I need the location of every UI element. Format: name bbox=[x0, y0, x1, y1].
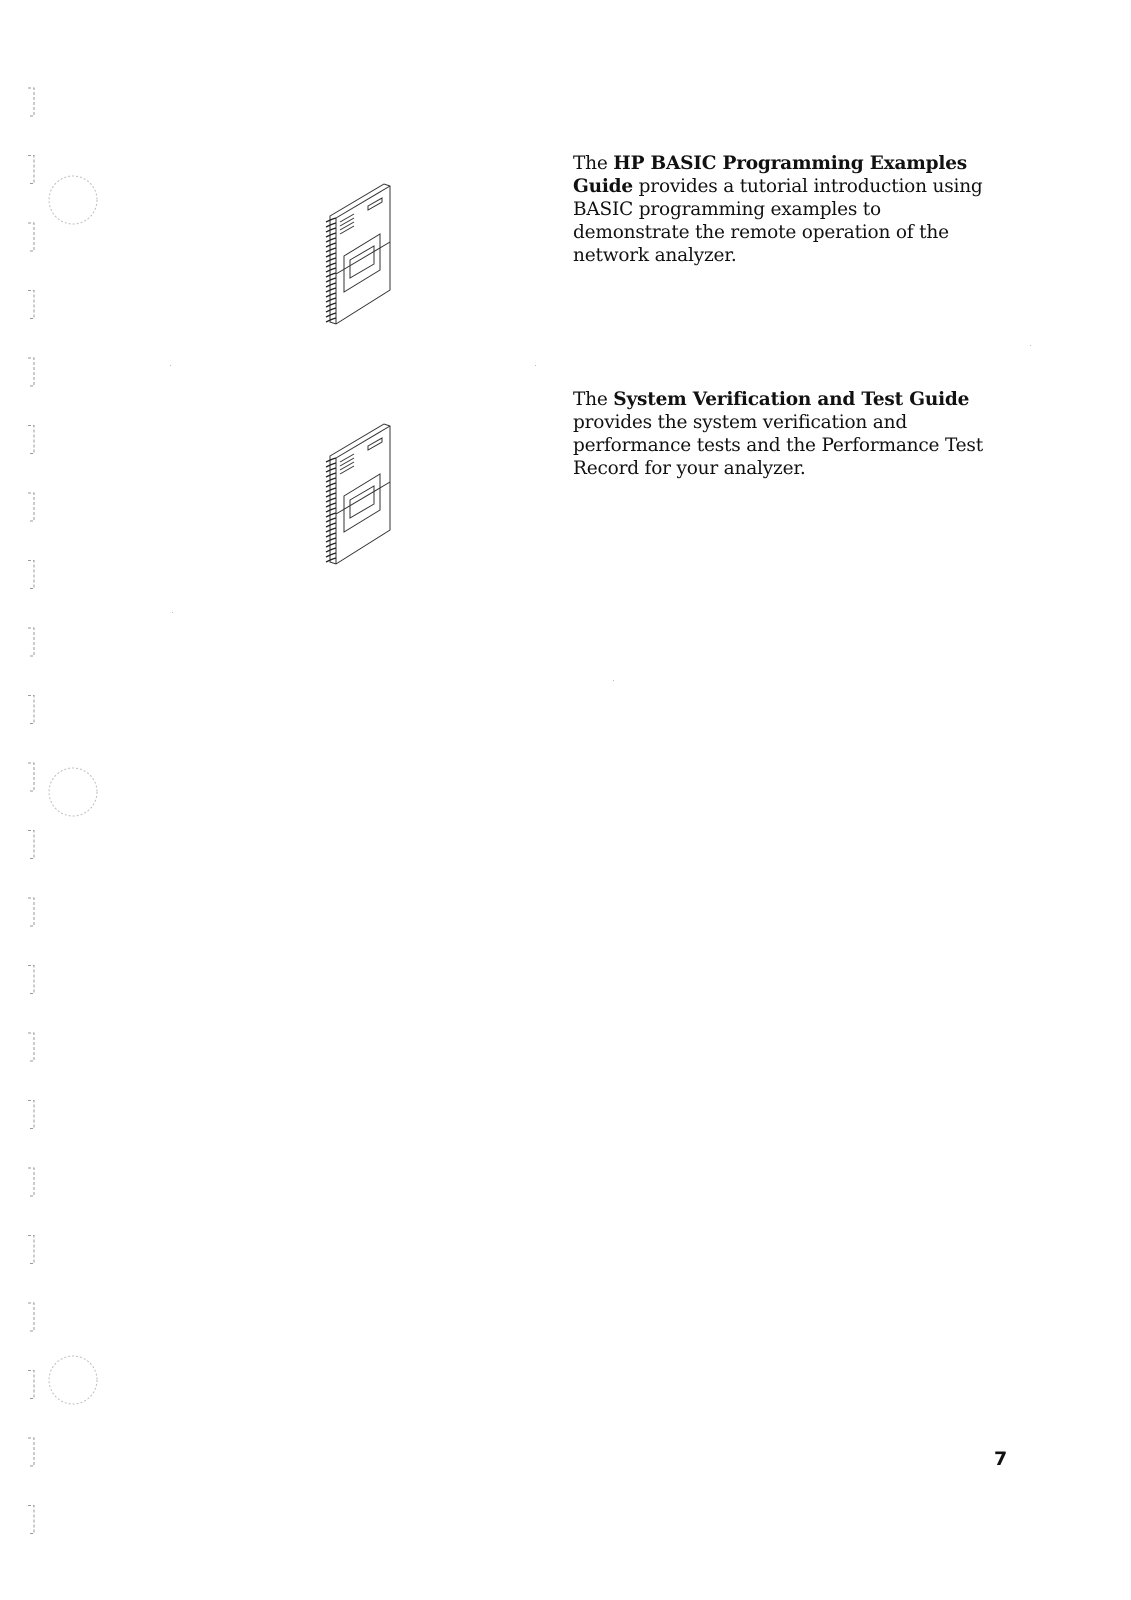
manual-description-2 bbox=[573, 388, 993, 480]
scan-speck bbox=[535, 365, 536, 366]
scan-speck bbox=[170, 365, 171, 366]
binder-brackets bbox=[28, 88, 34, 1534]
spiral-bound-manual-icon bbox=[322, 418, 402, 568]
binder-hole-icon bbox=[49, 176, 97, 224]
manual-title: HP BASIC Programming Examples Guide bbox=[573, 153, 968, 197]
binder-hole-icon bbox=[49, 768, 97, 816]
manual-title: System Verification and Test Guide bbox=[613, 389, 970, 410]
description-prefix: The bbox=[573, 153, 614, 174]
binder-hole-icon bbox=[49, 1356, 97, 1404]
scan-speck bbox=[1030, 345, 1031, 346]
page-number: 7 bbox=[994, 1448, 1008, 1470]
description-prefix: The bbox=[573, 389, 614, 410]
scan-speck bbox=[613, 680, 614, 681]
description-body: provides a tutorial introduction using BASIC programming examples to demonstrate the remote operation of the network analyzer. bbox=[573, 176, 983, 266]
scan-speck bbox=[172, 612, 173, 613]
manual-description-1 bbox=[573, 152, 993, 267]
spiral-bound-manual-icon bbox=[322, 178, 402, 328]
binder-margin-marks bbox=[0, 0, 120, 1600]
description-body: provides the system verification and performance tests and the Performance Test Record for your analyzer. bbox=[573, 412, 983, 479]
